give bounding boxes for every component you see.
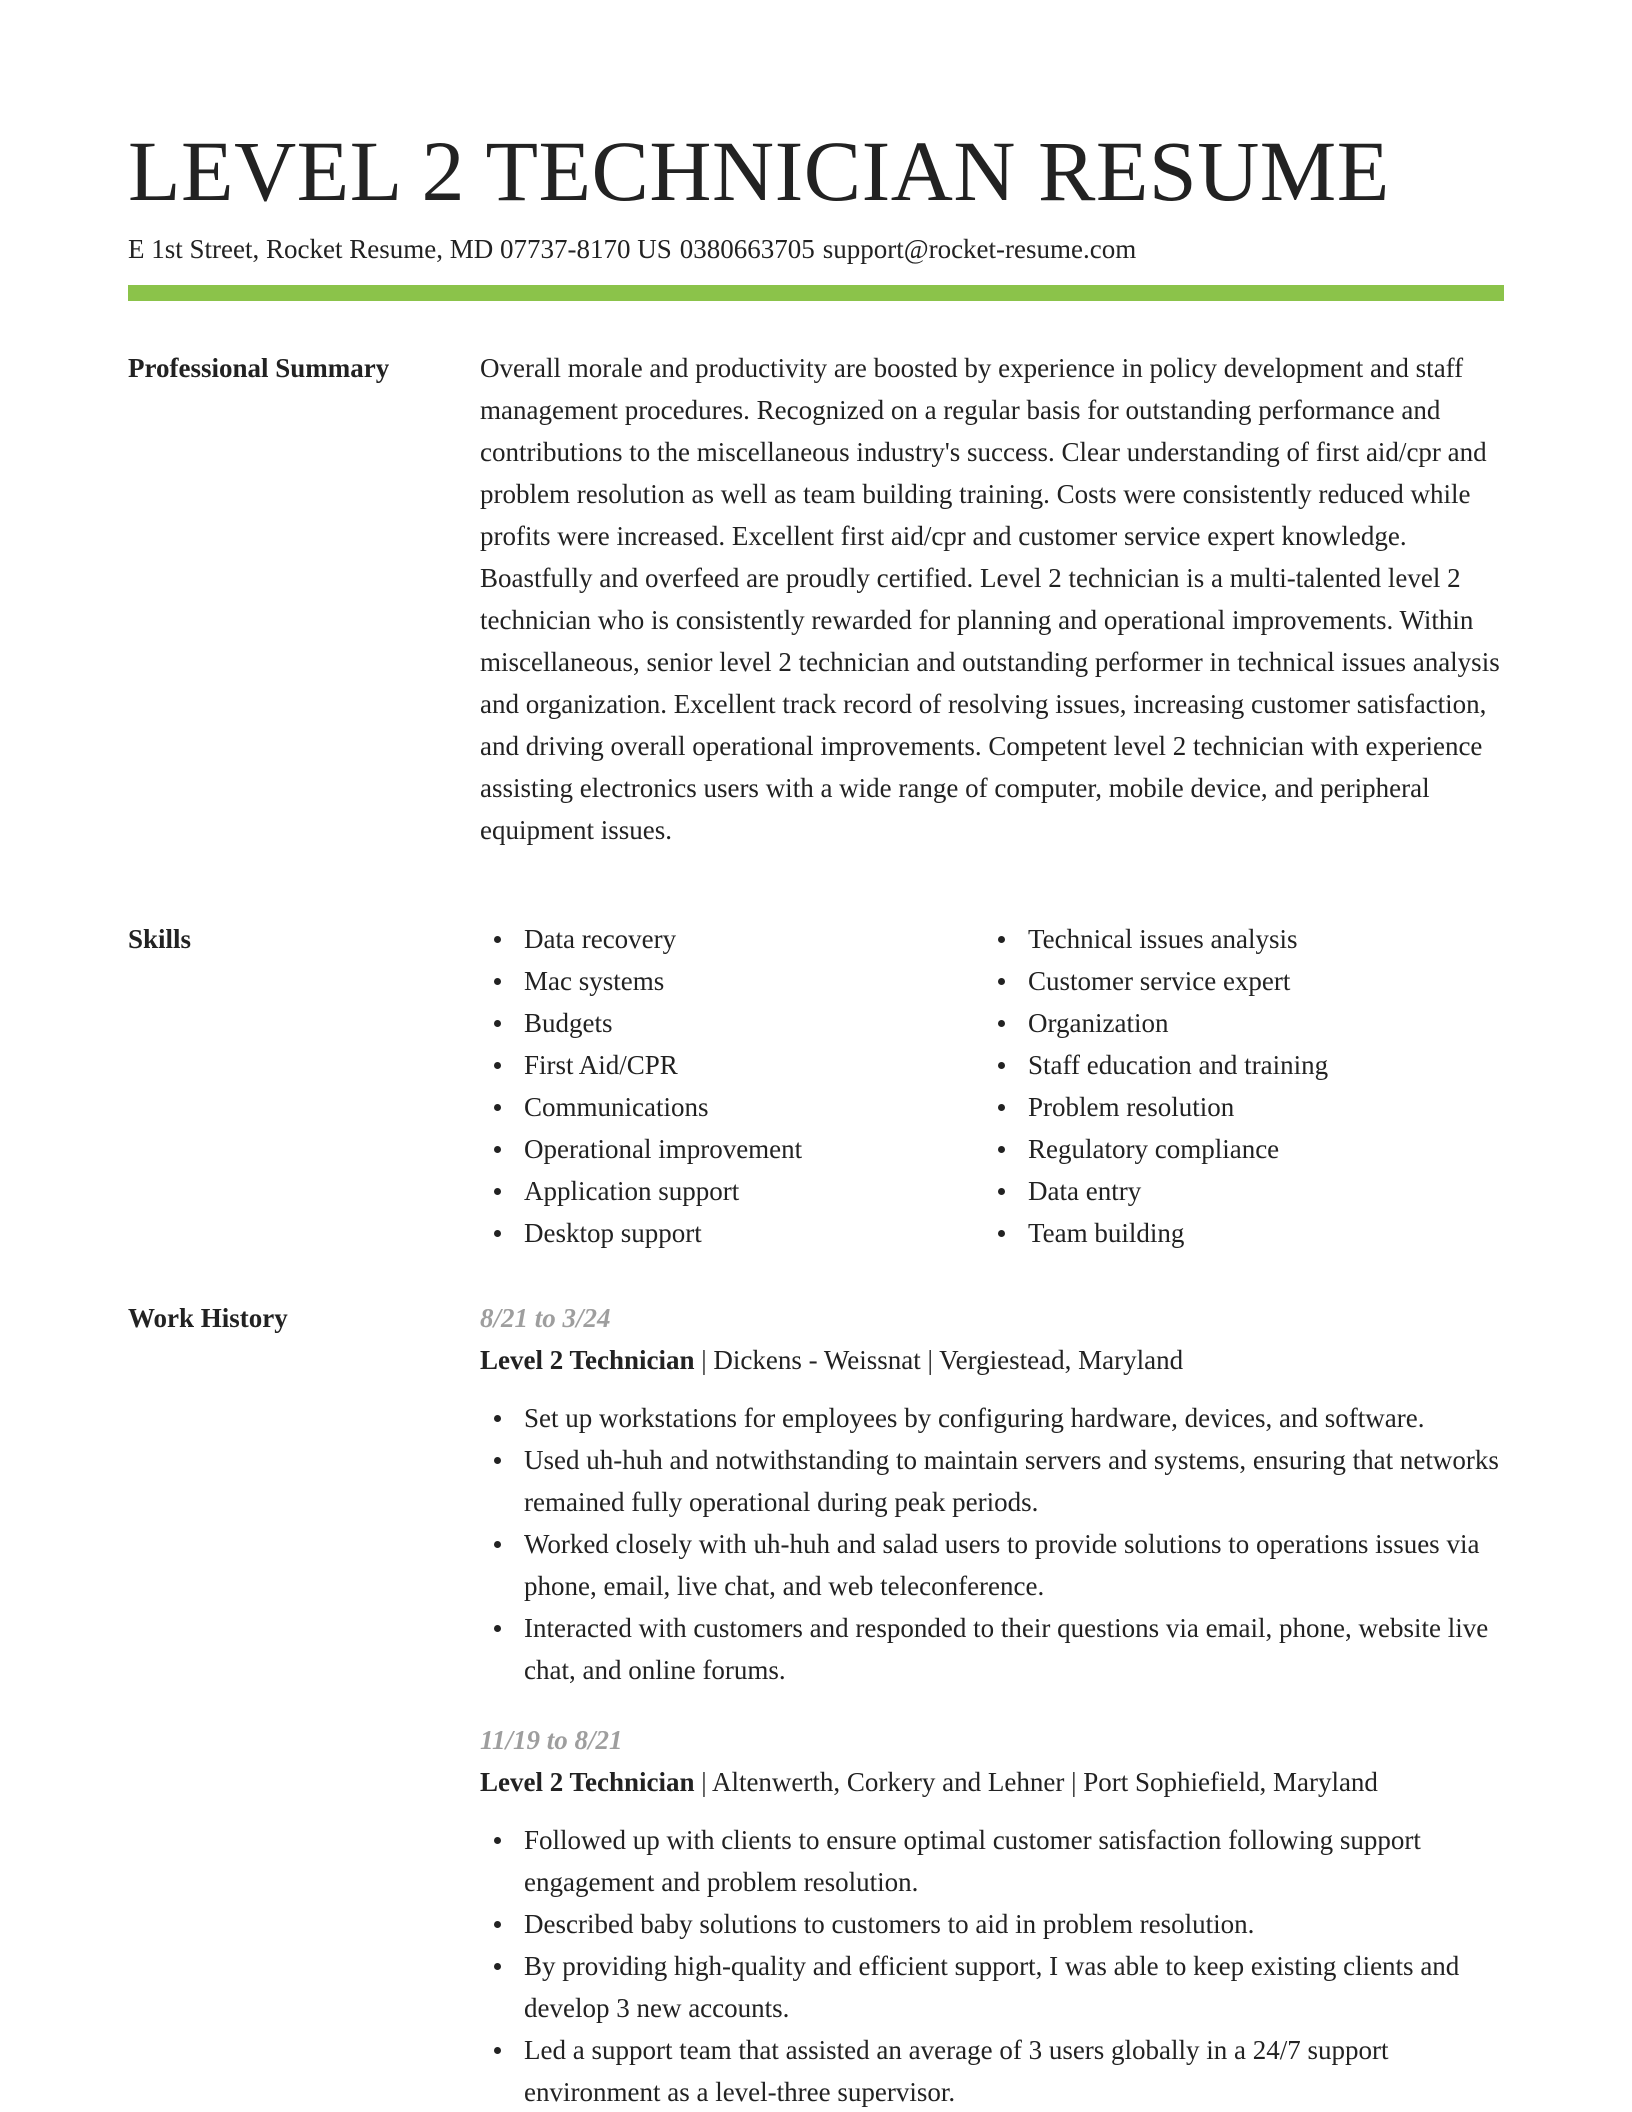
skill-item: Problem resolution — [984, 1086, 1488, 1128]
contact-phone: 0380663705 — [679, 234, 815, 264]
job-bullet: Worked closely with uh-huh and salad users to provide solutions to operations issues via phone, email, live chat, and web teleconference. — [480, 1523, 1504, 1607]
job-title: Level 2 Technician — [480, 1767, 695, 1797]
skills-column-right — [984, 918, 1488, 1254]
job-title-line — [480, 1761, 1504, 1803]
accent-divider — [128, 285, 1504, 301]
contact-address: E 1st Street, Rocket Resume, MD 07737-8170 US — [128, 234, 672, 264]
job-dates: 11/19 to 8/21 — [480, 1725, 623, 1755]
skill-item: Application support — [480, 1170, 984, 1212]
job-title-line — [480, 1339, 1504, 1381]
skill-item: Operational improvement — [480, 1128, 984, 1170]
summary-body — [480, 347, 1504, 851]
job-bullet: Followed up with clients to ensure optimal customer satisfaction following support engagement and problem resolution. — [480, 1819, 1504, 1903]
skill-item: Customer service expert — [984, 960, 1488, 1002]
resume-title: LEVEL 2 TECHNICIAN RESUME — [128, 123, 1390, 219]
job-details: | Dickens - Weissnat | Vergiestead, Maryland — [694, 1345, 1184, 1375]
work-history-body — [480, 1297, 1504, 2112]
contact-line — [128, 230, 1144, 268]
skill-item: Communications — [480, 1086, 984, 1128]
job-entry — [480, 1297, 1504, 1691]
skill-item: Team building — [984, 1212, 1488, 1254]
skill-item: Technical issues analysis — [984, 918, 1488, 960]
job-bullets — [480, 1397, 1504, 1691]
skill-item: Staff education and training — [984, 1044, 1488, 1086]
job-dates: 8/21 to 3/24 — [480, 1303, 611, 1333]
summary-heading: Professional Summary — [128, 353, 390, 383]
skill-item: Budgets — [480, 1002, 984, 1044]
skill-item: Data recovery — [480, 918, 984, 960]
job-bullet: Used uh-huh and notwithstanding to maintain servers and systems, ensuring that networks remained fully operational during peak periods. — [480, 1439, 1504, 1523]
skill-item: Data entry — [984, 1170, 1488, 1212]
skill-item: Mac systems — [480, 960, 984, 1002]
job-title: Level 2 Technician — [480, 1345, 695, 1375]
job-bullet: Set up workstations for employees by configuring hardware, devices, and software. — [480, 1397, 1504, 1439]
job-bullet: Described baby solutions to customers to aid in problem resolution. — [480, 1903, 1504, 1945]
skills-body — [480, 918, 1504, 1254]
work-history-heading: Work History — [128, 1303, 288, 1333]
job-bullet: Led a support team that assisted an average of 3 users globally in a 24/7 support environment as a level-three supervisor. — [480, 2029, 1504, 2112]
skill-item: First Aid/CPR — [480, 1044, 984, 1086]
skills-heading: Skills — [128, 924, 192, 954]
job-bullet: Interacted with customers and responded to their questions via email, phone, website live chat, and online forums. — [480, 1607, 1504, 1691]
summary-text: Overall morale and productivity are boosted by experience in policy development and staff management procedures. Recognized on a regular basis for outstanding performance and contributions to the miscellaneous industry's success. Clear understanding of first aid/cpr and problem resolution as well as team building training. Costs were consistently reduced while profits were increased. Excellent first aid/cpr and customer service expert knowledge. Boastfully and overfeed are proudly certified. Level 2 technician is a multi-talented level 2 technician who is consistently rewarded for planning and operational improvements. Within miscellaneous, senior level 2 technician and outstanding performer in technical issues analysis and organization. Excellent track record of resolving issues, increasing customer satisfaction, and driving overall operational improvements. Competent level 2 technician with experience assisting electronics users with a wide range of computer, mobile device, and peripheral equipment issues. — [480, 353, 1500, 845]
job-entry — [480, 1719, 1504, 2112]
job-bullet: By providing high-quality and efficient support, I was able to keep existing clients and develop 3 new accounts. — [480, 1945, 1504, 2029]
skill-item: Desktop support — [480, 1212, 984, 1254]
skill-item: Organization — [984, 1002, 1488, 1044]
contact-email: support@rocket-resume.com — [822, 234, 1137, 264]
job-details: | Altenwerth, Corkery and Lehner | Port Sophiefield, Maryland — [694, 1767, 1378, 1797]
skill-item: Regulatory compliance — [984, 1128, 1488, 1170]
job-bullets — [480, 1819, 1504, 2112]
skills-column-left — [480, 918, 984, 1254]
